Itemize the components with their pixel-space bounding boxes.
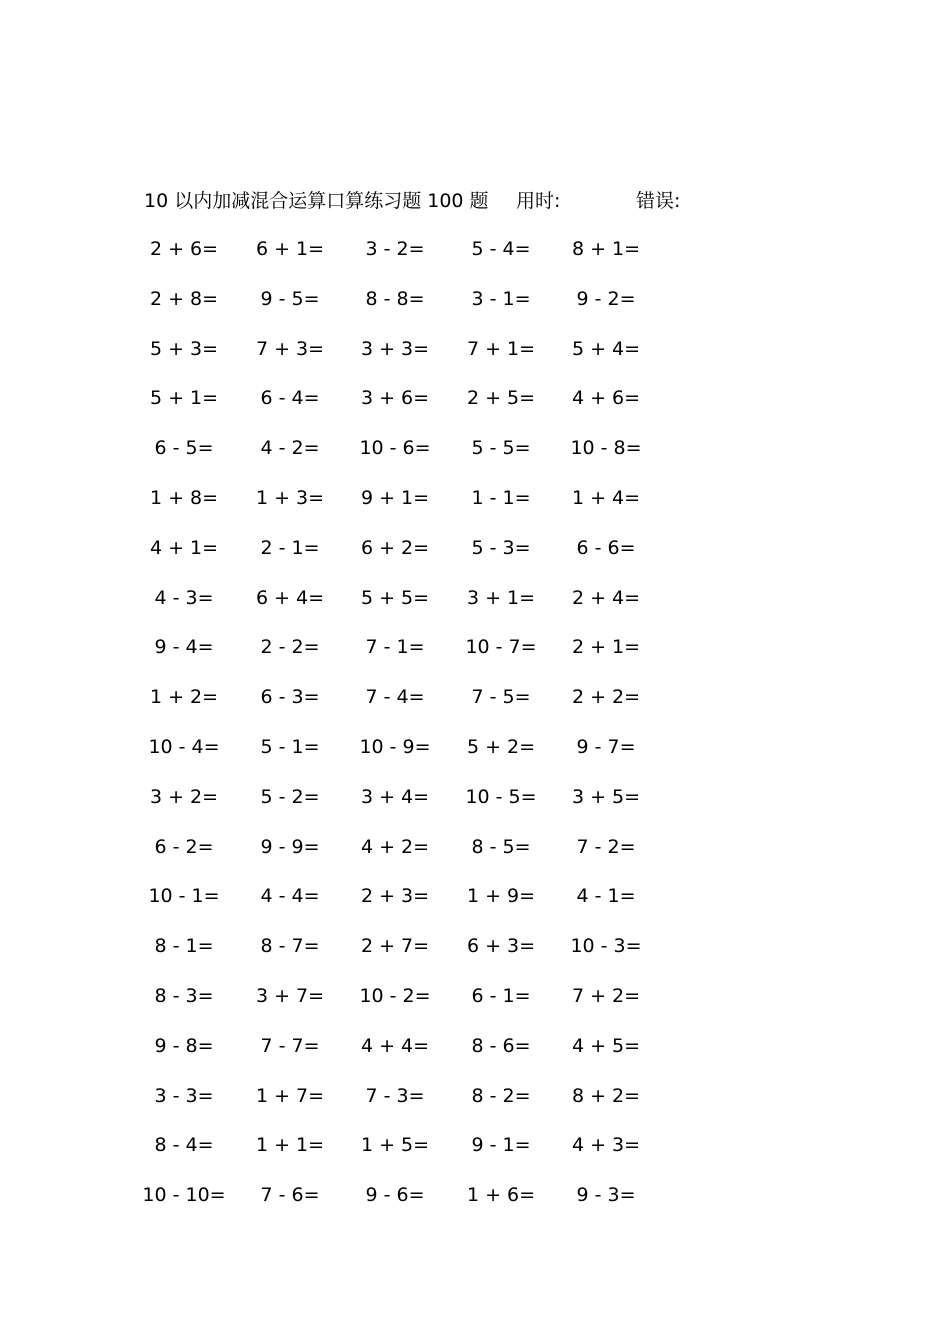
arithmetic-problem: 10 - 8= xyxy=(570,437,642,460)
problem-row xyxy=(0,682,950,732)
arithmetic-problem: 10 - 6= xyxy=(359,437,431,460)
arithmetic-problem: 4 + 4= xyxy=(360,1034,430,1057)
arithmetic-problem: 3 + 7= xyxy=(255,984,325,1007)
arithmetic-problem: 1 + 2= xyxy=(149,686,219,709)
arithmetic-problem: 1 + 1= xyxy=(255,1134,325,1157)
arithmetic-problem: 8 + 1= xyxy=(571,238,641,260)
arithmetic-problem: 8 + 2= xyxy=(571,1084,641,1107)
arithmetic-problem: 4 + 2= xyxy=(360,835,430,858)
arithmetic-problem: 7 - 6= xyxy=(260,1184,320,1207)
arithmetic-problem: 7 - 5= xyxy=(471,686,531,709)
arithmetic-problem: 8 - 6= xyxy=(471,1034,531,1057)
arithmetic-problem: 8 - 5= xyxy=(471,835,531,858)
arithmetic-problem: 5 - 2= xyxy=(260,785,320,808)
arithmetic-problem: 2 + 8= xyxy=(149,287,219,310)
arithmetic-problem: 5 - 5= xyxy=(471,437,531,460)
arithmetic-problem: 1 - 1= xyxy=(471,486,531,509)
arithmetic-problem: 4 + 5= xyxy=(571,1034,641,1057)
arithmetic-problem: 2 + 1= xyxy=(571,636,641,659)
arithmetic-problem: 6 - 4= xyxy=(260,387,320,410)
arithmetic-problem: 2 - 2= xyxy=(260,636,320,659)
arithmetic-problem: 3 - 3= xyxy=(154,1084,214,1107)
arithmetic-problem: 9 - 6= xyxy=(365,1184,425,1207)
arithmetic-problem: 9 - 5= xyxy=(260,287,320,310)
time-used-label: 用时: xyxy=(516,190,561,212)
arithmetic-problem: 8 - 7= xyxy=(260,935,320,958)
arithmetic-problem: 3 - 2= xyxy=(365,238,425,260)
arithmetic-problem: 6 + 3= xyxy=(466,935,536,958)
arithmetic-problem: 1 + 4= xyxy=(571,486,641,509)
arithmetic-problem: 6 + 4= xyxy=(255,586,325,609)
arithmetic-problem: 2 - 1= xyxy=(260,536,320,559)
arithmetic-problem: 4 - 4= xyxy=(260,885,320,908)
arithmetic-problem: 7 - 7= xyxy=(260,1034,320,1057)
problem-row xyxy=(0,334,950,384)
arithmetic-problem: 5 - 1= xyxy=(260,735,320,758)
arithmetic-problem: 6 + 2= xyxy=(360,536,430,559)
arithmetic-problem: 7 + 2= xyxy=(571,984,641,1007)
problem-row xyxy=(0,782,950,832)
arithmetic-problem: 1 + 3= xyxy=(255,486,325,509)
problem-row xyxy=(0,1081,950,1131)
arithmetic-problem: 7 - 1= xyxy=(365,636,425,659)
arithmetic-problem: 3 - 1= xyxy=(471,287,531,310)
arithmetic-problem: 3 + 6= xyxy=(360,387,430,410)
arithmetic-problem: 1 + 6= xyxy=(466,1184,536,1207)
problem-row xyxy=(0,632,950,682)
arithmetic-problem: 6 - 3= xyxy=(260,686,320,709)
arithmetic-problem: 3 + 5= xyxy=(571,785,641,808)
problem-row xyxy=(0,483,950,533)
arithmetic-problem: 5 - 3= xyxy=(471,536,531,559)
problem-row xyxy=(0,881,950,931)
arithmetic-problem: 10 - 10= xyxy=(142,1184,226,1207)
arithmetic-problem: 4 + 6= xyxy=(571,387,641,410)
arithmetic-problem: 5 + 4= xyxy=(571,337,641,360)
arithmetic-problem: 2 + 7= xyxy=(360,935,430,958)
problem-row xyxy=(0,383,950,433)
arithmetic-problem: 6 - 6= xyxy=(576,536,636,559)
problem-row xyxy=(0,931,950,981)
arithmetic-problem: 3 + 1= xyxy=(466,586,536,609)
arithmetic-problem: 8 - 8= xyxy=(365,287,425,310)
arithmetic-problem: 5 + 1= xyxy=(149,387,219,410)
arithmetic-problem: 10 - 1= xyxy=(148,885,220,908)
arithmetic-problem: 10 - 3= xyxy=(570,935,642,958)
arithmetic-problem: 9 - 7= xyxy=(576,735,636,758)
arithmetic-problem: 7 + 1= xyxy=(466,337,536,360)
arithmetic-problem: 10 - 5= xyxy=(465,785,537,808)
arithmetic-problem: 10 - 2= xyxy=(359,984,431,1007)
arithmetic-problem: 9 - 3= xyxy=(576,1184,636,1207)
arithmetic-problem: 2 + 2= xyxy=(571,686,641,709)
arithmetic-problem: 1 + 8= xyxy=(149,486,219,509)
arithmetic-problem: 9 - 2= xyxy=(576,287,636,310)
arithmetic-problem: 7 - 3= xyxy=(365,1084,425,1107)
problem-row xyxy=(0,832,950,882)
arithmetic-problem: 2 + 6= xyxy=(149,238,219,260)
arithmetic-problem: 4 - 1= xyxy=(576,885,636,908)
problem-row xyxy=(0,234,950,284)
arithmetic-problem: 6 - 1= xyxy=(471,984,531,1007)
problem-grid xyxy=(0,234,950,1230)
arithmetic-problem: 4 - 3= xyxy=(154,586,214,609)
worksheet-header xyxy=(144,186,844,216)
arithmetic-problem: 6 - 2= xyxy=(154,835,214,858)
arithmetic-problem: 7 - 4= xyxy=(365,686,425,709)
arithmetic-problem: 9 - 4= xyxy=(154,636,214,659)
arithmetic-problem: 4 - 2= xyxy=(260,437,320,460)
arithmetic-problem: 10 - 4= xyxy=(148,735,220,758)
problem-row xyxy=(0,433,950,483)
arithmetic-problem: 8 - 2= xyxy=(471,1084,531,1107)
arithmetic-problem: 7 + 3= xyxy=(255,337,325,360)
arithmetic-problem: 7 - 2= xyxy=(576,835,636,858)
arithmetic-problem: 1 + 7= xyxy=(255,1084,325,1107)
problem-row xyxy=(0,583,950,633)
arithmetic-problem: 2 + 3= xyxy=(360,885,430,908)
problem-row xyxy=(0,284,950,334)
errors-label: 错误: xyxy=(636,190,681,212)
arithmetic-problem: 3 + 3= xyxy=(360,337,430,360)
problem-row xyxy=(0,732,950,782)
arithmetic-problem: 4 + 1= xyxy=(149,536,219,559)
arithmetic-problem: 10 - 9= xyxy=(359,735,431,758)
worksheet-title: 10 以内加减混合运算口算练习题 100 题 xyxy=(144,190,489,212)
problem-row xyxy=(0,533,950,583)
arithmetic-problem: 5 + 2= xyxy=(466,735,536,758)
arithmetic-problem: 8 - 4= xyxy=(154,1134,214,1157)
arithmetic-problem: 2 + 4= xyxy=(571,586,641,609)
arithmetic-problem: 3 + 4= xyxy=(360,785,430,808)
arithmetic-problem: 9 + 1= xyxy=(360,486,430,509)
problem-row xyxy=(0,1180,950,1230)
arithmetic-problem: 9 - 1= xyxy=(471,1134,531,1157)
arithmetic-problem: 2 + 5= xyxy=(466,387,536,410)
problem-row xyxy=(0,1031,950,1081)
arithmetic-problem: 1 + 9= xyxy=(466,885,536,908)
problem-row xyxy=(0,981,950,1031)
arithmetic-problem: 8 - 3= xyxy=(154,984,214,1007)
arithmetic-problem: 1 + 5= xyxy=(360,1134,430,1157)
arithmetic-problem: 5 - 4= xyxy=(471,238,531,260)
arithmetic-problem: 6 + 1= xyxy=(255,238,325,260)
arithmetic-problem: 9 - 8= xyxy=(154,1034,214,1057)
arithmetic-problem: 6 - 5= xyxy=(154,437,214,460)
problem-row xyxy=(0,1130,950,1180)
arithmetic-problem: 10 - 7= xyxy=(465,636,537,659)
arithmetic-problem: 9 - 9= xyxy=(260,835,320,858)
arithmetic-problem: 5 + 5= xyxy=(360,586,430,609)
arithmetic-problem: 3 + 2= xyxy=(149,785,219,808)
arithmetic-problem: 5 + 3= xyxy=(149,337,219,360)
arithmetic-problem: 4 + 3= xyxy=(571,1134,641,1157)
arithmetic-problem: 8 - 1= xyxy=(154,935,214,958)
